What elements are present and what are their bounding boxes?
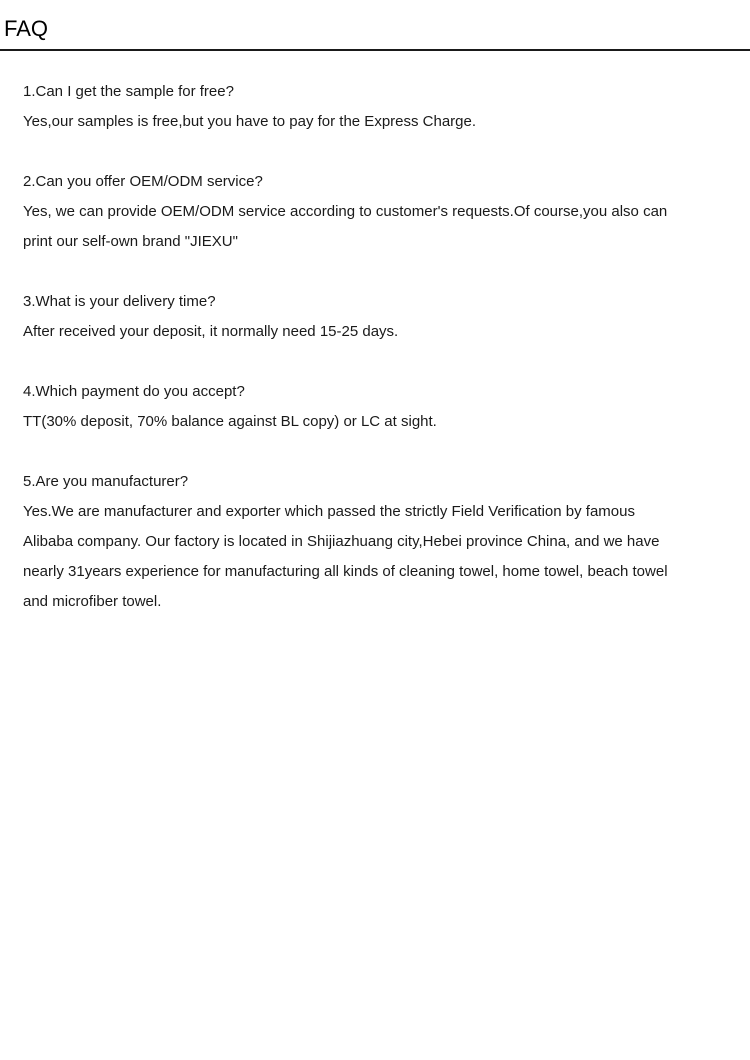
- header-divider: [0, 49, 750, 51]
- faq-item-payment: [23, 377, 723, 437]
- faq-answer-line: Yes.We are manufacturer and exporter which passed the strictly Field Verification by famous: [23, 503, 635, 520]
- faq-answer-line: Alibaba company. Our factory is located in Shijiazhuang city,Hebei province China, and we have: [23, 533, 660, 550]
- faq-answer-line: TT(30% deposit, 70% balance against BL copy) or LC at sight.: [23, 413, 437, 430]
- faq-item-manufacturer: [23, 467, 723, 617]
- faq-answer-line: print our self-own brand "JIEXU": [23, 233, 238, 250]
- page-title: FAQ: [4, 16, 49, 41]
- faq-question: 1.Can I get the sample for free?: [23, 83, 234, 100]
- faq-answer-line: After received your deposit, it normally need 15-25 days.: [23, 323, 399, 340]
- faq-answer-line: and microfiber towel.: [23, 593, 162, 610]
- faq-answer-line: Yes,our samples is free,but you have to pay for the Express Charge.: [23, 113, 477, 130]
- faq-item-oem-odm: [23, 167, 723, 257]
- faq-item-sample: [23, 77, 723, 137]
- faq-answer-line: Yes, we can provide OEM/ODM service according to customer's requests.Of course,you also can: [23, 203, 668, 220]
- faq-question: 3.What is your delivery time?: [23, 293, 216, 310]
- page-header: [0, 0, 750, 52]
- faq-list: [23, 77, 723, 647]
- faq-question: 4.Which payment do you accept?: [23, 383, 245, 400]
- faq-question: 5.Are you manufacturer?: [23, 473, 189, 490]
- faq-question: 2.Can you offer OEM/ODM service?: [23, 173, 263, 190]
- faq-item-delivery-time: [23, 287, 723, 347]
- faq-answer-line: nearly 31years experience for manufacturing all kinds of cleaning towel, home towel, beach towel: [23, 563, 668, 580]
